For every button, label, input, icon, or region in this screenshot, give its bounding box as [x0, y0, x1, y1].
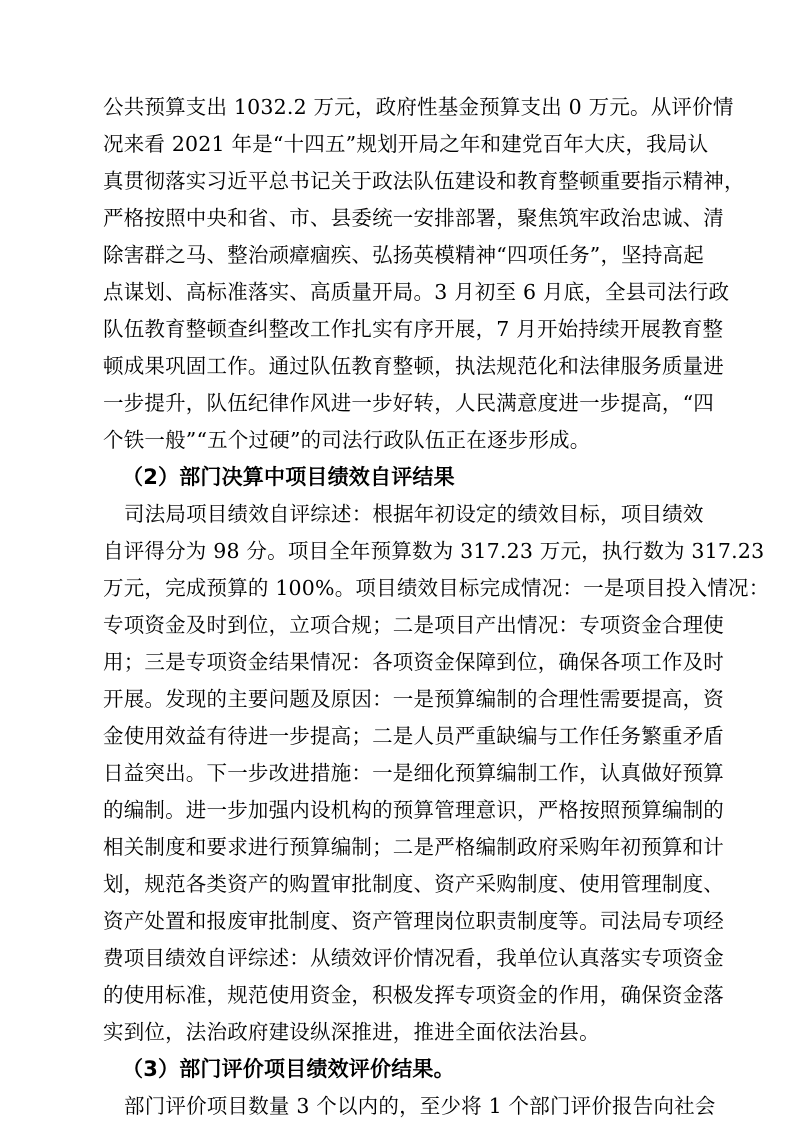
paragraph-line: 自评得分为 98 分。项目全年预算数为 317.23 万元，执行数为 317.23	[103, 539, 765, 563]
paragraph-line: 个铁一般”“五个过硬”的司法行政队伍正在逐步形成。	[103, 428, 591, 452]
paragraph-line: 万元，完成预算的 100%。项目绩效目标完成情况：一是项目投入情况：	[103, 576, 770, 600]
paragraph-line: 费项目绩效自评综述：从绩效评价情况看，我单位认真落实专项资金	[103, 946, 724, 970]
paragraph-line: 开展。发现的主要问题及原因：一是预算编制的合理性需要提高，资	[103, 687, 724, 711]
paragraph-line: 实到位，法治政府建设纵深推进，推进全面依法治县。	[103, 1020, 600, 1044]
paragraph-line: 队伍教育整顿查纠整改工作扎实有序开展，7 月开始持续开展教育整	[103, 317, 724, 341]
paragraph-line: 金使用效益有待进一步提高；二是人员严重缺编与工作任务繁重矛盾	[103, 724, 724, 748]
paragraph-line: 划，规范各类资产的购置审批制度、资产采购制度、使用管理制度、	[103, 872, 724, 896]
paragraph-line: 资产处置和报废审批制度、资产管理岗位职责制度等。司法局专项经	[103, 909, 724, 933]
section-heading-2: （2）部门决算中项目绩效自评结果	[122, 465, 455, 489]
paragraph-line: 况来看 2021 年是“十四五”规划开局之年和建党百年大庆，我局认	[103, 132, 709, 156]
paragraph-line: 相关制度和要求进行预算编制；二是严格编制政府采购年初预算和计	[103, 835, 724, 859]
paragraph-line: 一步提升，队伍纪律作风进一步好转，人民满意度进一步提高，“四	[103, 391, 714, 415]
paragraph-line: 专项资金及时到位，立项合规；二是项目产出情况：专项资金合理使	[103, 613, 724, 637]
paragraph-line: 顿成果巩固工作。通过队伍教育整顿，执法规范化和法律服务质量进	[103, 354, 724, 378]
paragraph-line: 严格按照中央和省、市、县委统一安排部署，聚焦筑牢政治忠诚、清	[103, 206, 724, 230]
paragraph-line: 真贯彻落实习近平总书记关于政法队伍建设和教育整顿重要指示精神，	[103, 169, 745, 193]
paragraph-line: 用；三是专项资金结果情况：各项资金保障到位，确保各项工作及时	[103, 650, 724, 674]
section-heading-3: （3）部门评价项目绩效评价结果。	[122, 1057, 455, 1081]
paragraph-line: 公共预算支出 1032.2 万元，政府性基金预算支出 0 万元。从评价情	[103, 95, 734, 119]
paragraph-line: 除害群之马、整治顽瘴痼疾、弘扬英模精神“四项任务”，坚持高起	[103, 243, 704, 267]
paragraph-line: 司法局项目绩效自评综述：根据年初设定的绩效目标，项目绩效	[124, 502, 704, 526]
paragraph-line: 部门评价项目数量 3 个以内的，至少将 1 个部门评价报告向社会	[124, 1094, 716, 1118]
paragraph-line: 的使用标准，规范使用资金，积极发挥专项资金的作用，确保资金落	[103, 983, 724, 1007]
paragraph-line: 日益突出。下一步改进措施：一是细化预算编制工作，认真做好预算	[103, 761, 724, 785]
paragraph-line: 点谋划、高标准落实、高质量开局。3 月初至 6 月底，全县司法行政	[103, 280, 730, 304]
paragraph-line: 的编制。进一步加强内设机构的预算管理意识，严格按照预算编制的	[103, 798, 724, 822]
